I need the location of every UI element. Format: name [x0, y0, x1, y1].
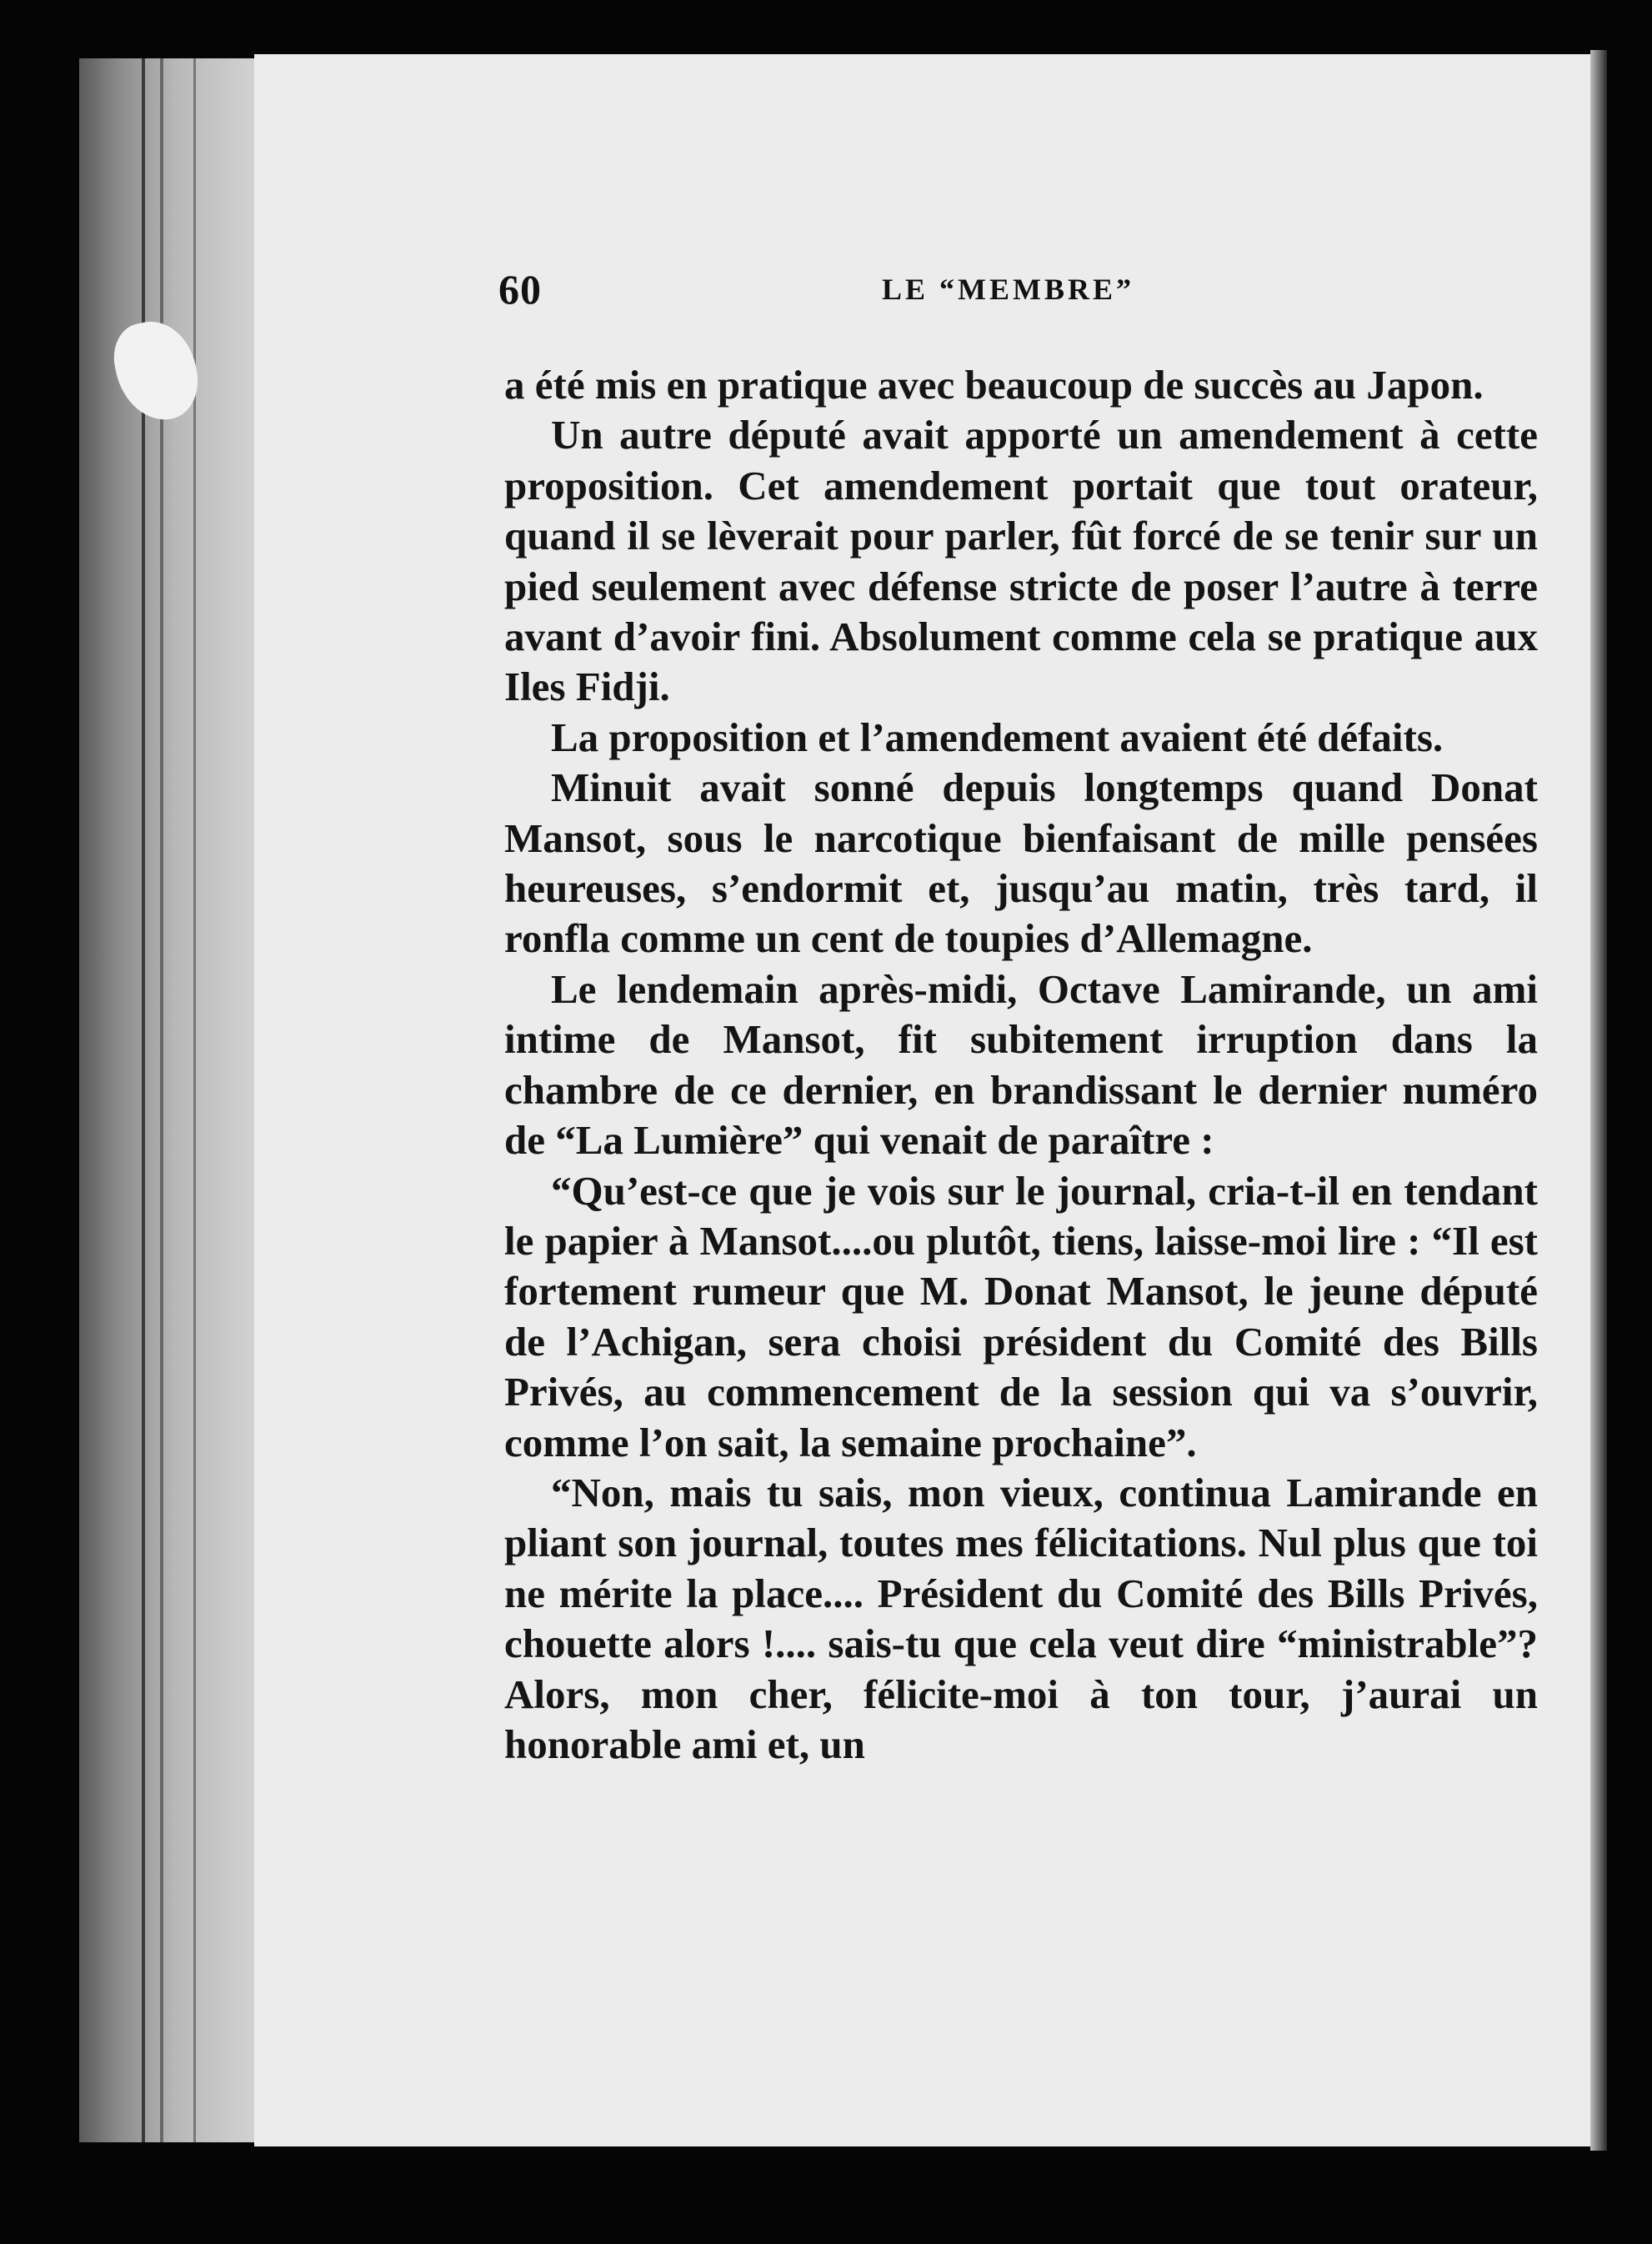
- page-number: 60: [498, 266, 542, 313]
- paragraph: La proposition et l’amendement avaient été défaits.: [551, 714, 1444, 760]
- paragraph: Minuit avait sonné depuis longtemps quand Donat Mansot, sous le narcotique bienfaisant de mille pensées heureuses, s’endormit et, jusqu’au matin, très tard, il ronfla comme un cent de toupies d’Allemagne.: [504, 764, 1538, 962]
- page-body-text: [504, 360, 1538, 1770]
- paragraph: “Qu’est-ce que je vois sur le journal, cria-t-il en tendant le papier à Mansot....ou plutôt, tiens, laisse-moi lire : “Il est fortement rumeur que M. Donat Mansot, le jeune député de l’Achigan, sera choisi président du Comité des Bills Privés, au commencement de la session qui va s’ouvrir, comme l’on sait, la semaine prochaine”.: [504, 1167, 1538, 1465]
- paragraph: Le lendemain après-midi, Octave Lamirande, un ami intime de Mansot, fit subitement irruption dans la chambre de ce dernier, en brandissant le dernier numéro de “La Lumière” qui venait de paraître :: [504, 965, 1538, 1164]
- running-head: [498, 265, 1535, 323]
- paragraph: Un autre député avait apporté un amendement à cette proposition. Cet amendement portait que tout orateur, quand il se lèverait pour parler, fût forcé de se tenir sur un pied seulement avec défense stricte de poser l’autre à terre avant d’avoir fini. Absolument comme cela se pratique aux Iles Fidji.: [504, 412, 1538, 710]
- paragraph: “Non, mais tu sais, mon vieux, continua Lamirande en pliant son journal, toutes mes félicitations. Nul plus que toi ne mérite la place.... Président du Comité des Bills Privés, chouette alors !.... sais-tu que cela veut dire “ministrable”? Alors, mon cher, félicite-moi à ton tour, j’aurai un honorable ami et, un: [504, 1469, 1538, 1767]
- running-title: LE “MEMBRE”: [882, 273, 1135, 306]
- paragraph: a été mis en pratique avec beaucoup de succès au Japon.: [504, 362, 1484, 408]
- page-edge-shadow: [1590, 50, 1607, 2151]
